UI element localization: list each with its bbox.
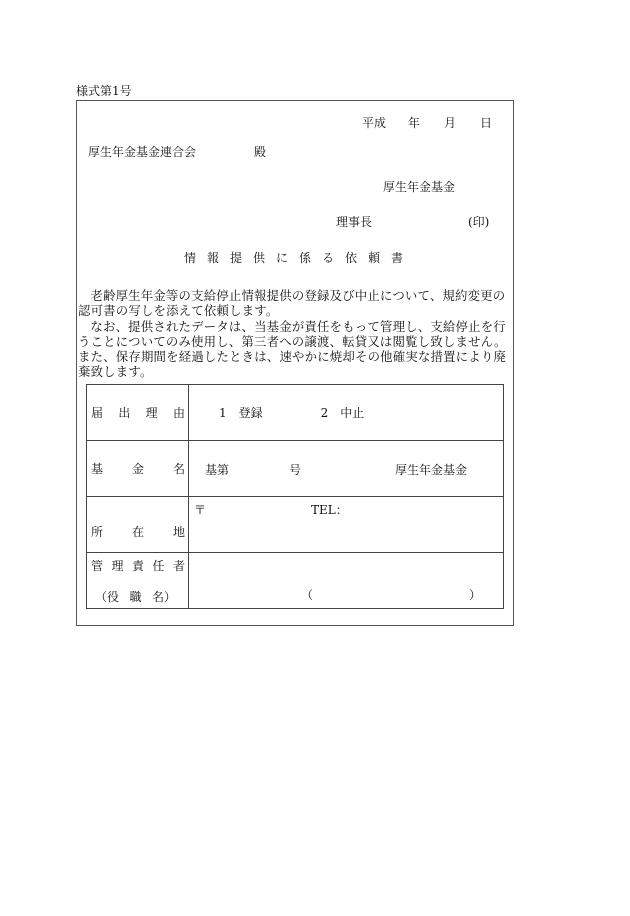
document-title: 情報提供に係る依頼書 [184,251,415,265]
date-month: 月 [444,116,457,130]
label-char: 由 [172,406,185,420]
label-char: 所 [91,525,104,539]
position-close-paren: ） [469,588,482,602]
label-char: 職 [129,589,142,604]
position-open-paren: （ [301,588,314,602]
fund-suffix: 厚生年金基金 [395,463,468,477]
label-char: 名） [151,589,176,604]
table-row-manager [87,553,504,609]
label-char: 理 [145,406,158,420]
label-char: 出 [118,406,131,420]
fund-number-suffix: 号 [289,463,302,477]
date-day: 日 [480,116,493,130]
table-row-reason [87,385,504,441]
label-char: 者 [172,558,185,573]
label-char: 地 [172,525,185,539]
date-era: 平成 [362,116,387,130]
label-char: 理 [111,558,124,573]
label-char: 責 [131,558,144,573]
addressee-name: 厚生年金基金連合会 [88,145,197,159]
postal-mark: 〒 [194,503,207,517]
seal-mark: (印) [468,215,490,229]
sender-title: 理事長 [336,215,373,229]
table-row-fund-name [87,441,504,497]
label-char: 管 [91,558,104,573]
addressee-honorific: 殿 [254,145,267,159]
form-number: 様式第1号 [76,84,132,98]
label-char: 基 [91,462,104,476]
fund-prefix: 基第 [205,463,230,477]
label-char: 金 [131,462,144,476]
option-stop[interactable]: 2 中止 [320,406,365,420]
paragraph: なお、提供されたデータは、当基金が責任をもって管理し、支給停止を行うことについてのみ使用し、第三者への譲渡、転貸又は閲覧し致しません。また、保存期間を経過したときは、速やかに焼却その他確実な措置により廃棄致します。 [78,318,507,380]
label-char: 任 [152,558,165,573]
label-char: 名 [172,462,185,476]
paragraph: 老齢厚生年金等の支給停止情報提供の登録及び中止について、規約変更の認可書の写しを添えて依頼します。 [78,288,506,319]
label-char: （役 [95,589,120,604]
tel-label: TEL： [311,503,348,517]
label-char: 届 [91,406,104,420]
table-row-address [87,497,504,553]
date-year: 年 [408,116,421,130]
sender-fund: 厚生年金基金 [383,180,456,194]
label-char: 在 [131,525,144,539]
body-text [78,288,514,380]
option-register[interactable]: 1 登録 [219,406,263,420]
request-table [86,384,504,609]
